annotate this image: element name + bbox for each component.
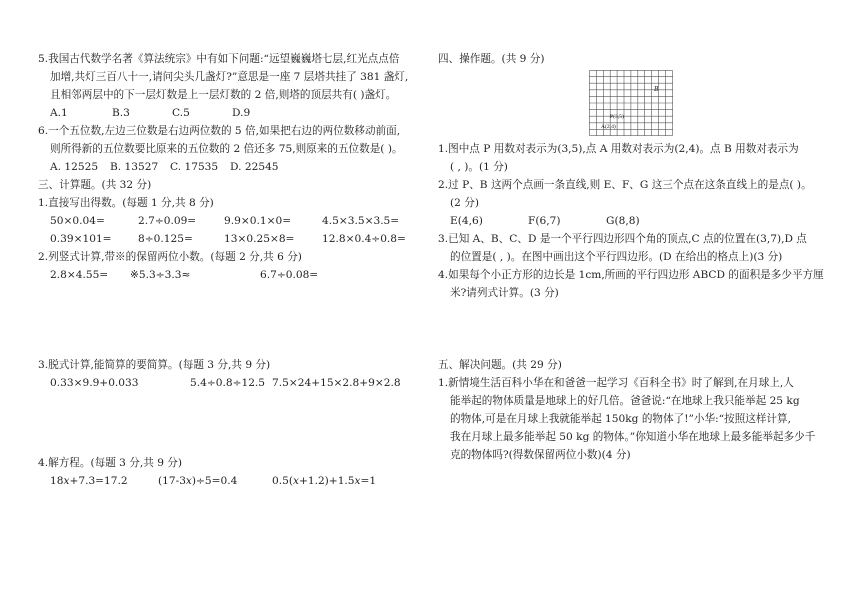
s4-q3-line2: 的位置是( , )。在图中画出这个平行四边形。(D 在给出的格点上)(3 分) <box>450 251 783 263</box>
q5-option-b: B.3 <box>112 107 130 119</box>
s5-q1-line3: 的物体,可是在月球上我就能举起 150kg 的物体了!”小华:“按照这样计算, <box>450 413 791 425</box>
section4-title: 四、操作题。(共 9 分) <box>438 53 545 65</box>
s4-q2-line1: 2.过 P、B 这两个点画一条直线,则 E、F、G 这三个点在这条直线上的是点( )。 <box>438 179 812 191</box>
q5-option-c: C.5 <box>172 107 190 119</box>
equation-3: 0.5(𝑥+1.2)+1.5𝑥=1 <box>272 475 377 487</box>
vertical-calc-2: ※5.3÷3.3≈ <box>130 269 191 281</box>
equation-2: (17-3𝑥)÷5=0.4 <box>158 475 238 487</box>
step-calc-3: 7.5×24+15×2.8+9×2.8 <box>272 377 401 389</box>
s5-q1-line4: 我在月球上最多能举起 50 kg 的物体。”你知道小华在地球上最多能举起多少千 <box>450 431 816 443</box>
s4-q1-line2: ( , )。(1 分) <box>450 161 508 173</box>
calc-r1-c1: 50×0.04= <box>50 215 105 227</box>
point-p-label: P(3,5) <box>610 114 624 120</box>
s4-q1-line1: 1.图中点 P 用数对表示为(3,5),点 A 用数对表示为(2,4)。点 B 用数对表示为 <box>438 143 799 155</box>
calc-r2-c3: 13×0.25×8= <box>224 233 295 245</box>
s4-q2-option-e: E(4,6) <box>450 215 483 227</box>
section3-sub3: 3.脱式计算,能简算的要简算。(每题 3 分,共 9 分) <box>38 359 271 371</box>
s4-q2-option-f: F(6,7) <box>528 215 561 227</box>
s5-q1-line1: 1.新情境生活百科小华在和爸爸一起学习《百科全书》时了解到,在月球上,人 <box>438 377 794 389</box>
q6-line1: 6.一个五位数,左边三位数是右边两位数的 5 倍,如果把右边的两位数移动前面, <box>38 125 401 137</box>
section3-sub4: 4.解方程。(每题 3 分,共 9 分) <box>38 457 183 469</box>
vertical-calc-3: 6.7÷0.08= <box>260 269 319 281</box>
q6-option-c: C. 17535 <box>170 161 219 173</box>
calc-r1-c4: 4.5×3.5×3.5= <box>322 215 400 227</box>
q5-line3: 且相邻两层中的下一层灯数是上一层灯数的 2 倍,则塔的顶层共有( )盏灯。 <box>50 89 397 101</box>
calc-r1-c3: 9.9×0.1×0= <box>224 215 292 227</box>
q5-option-d: D.9 <box>232 107 251 119</box>
section5-title: 五、解决问题。(共 29 分) <box>438 359 562 371</box>
point-b-label: B <box>654 85 659 93</box>
calc-r2-c4: 12.8×0.4÷0.8= <box>322 233 406 245</box>
calc-r2-c2: 8÷0.125= <box>138 233 193 245</box>
vertical-calc-1: 2.8×4.55= <box>50 269 109 281</box>
s5-q1-line5: 克的物体吗?(得数保留两位小数)(4 分) <box>450 449 631 461</box>
q5-line2: 加增,共灯三百八十一,请问尖头几盏灯?”意思是一座 7 层塔共挂了 381 盏灯, <box>50 71 409 83</box>
q6-line2: 则所得新的五位数要比原来的五位数的 2 倍还多 75,则原来的五位数是( )。 <box>50 143 403 155</box>
step-calc-1: 0.33×9.9+0.033 <box>50 377 139 389</box>
q6-option-a: A. 12525 <box>50 161 99 173</box>
section3-title: 三、计算题。(共 32 分) <box>38 179 152 191</box>
s4-q4-line2: 米?请列式计算。(3 分) <box>450 287 559 299</box>
q6-option-d: D. 22545 <box>230 161 279 173</box>
s4-q2-line2: (2 分) <box>450 197 479 209</box>
s4-q4-line1: 4.如果每个小正方形的边长是 1cm,所画的平行四边形 ABCD 的面积是多少平方厘 <box>438 269 824 281</box>
section3-sub1: 1.直接写出得数。(每题 1 分,共 8 分) <box>38 197 214 209</box>
s5-q1-line2: 能举起的物体质量是地球上的好几倍。爸爸说:“在地球上我只能举起 25 kg <box>450 395 800 407</box>
s4-q3-line1: 3.已知 A、B、C、D 是一个平行四边形四个角的顶点,C 点的位置在(3,7),D 点 <box>438 233 807 245</box>
step-calc-2: 5.4÷0.8÷12.5 <box>190 377 266 389</box>
q6-option-b: B. 13527 <box>110 161 159 173</box>
calc-r1-c2: 2.7÷0.09= <box>138 215 197 227</box>
calc-r2-c1: 0.39×101= <box>50 233 112 245</box>
point-a-label: A(2,4) <box>601 124 616 130</box>
coordinate-grid-figure <box>589 70 673 136</box>
section3-sub2: 2.列竖式计算,带※的保留两位小数。(每题 2 分,共 6 分) <box>38 251 302 263</box>
q5-option-a: A.1 <box>50 107 68 119</box>
s4-q2-option-g: G(8,8) <box>606 215 640 227</box>
equation-1: 18𝑥+7.3=17.2 <box>50 475 128 487</box>
q5-line1: 5.我国古代数学名著《算法统宗》中有如下问题:“远望巍巍塔七层,红光点点倍 <box>38 53 400 65</box>
